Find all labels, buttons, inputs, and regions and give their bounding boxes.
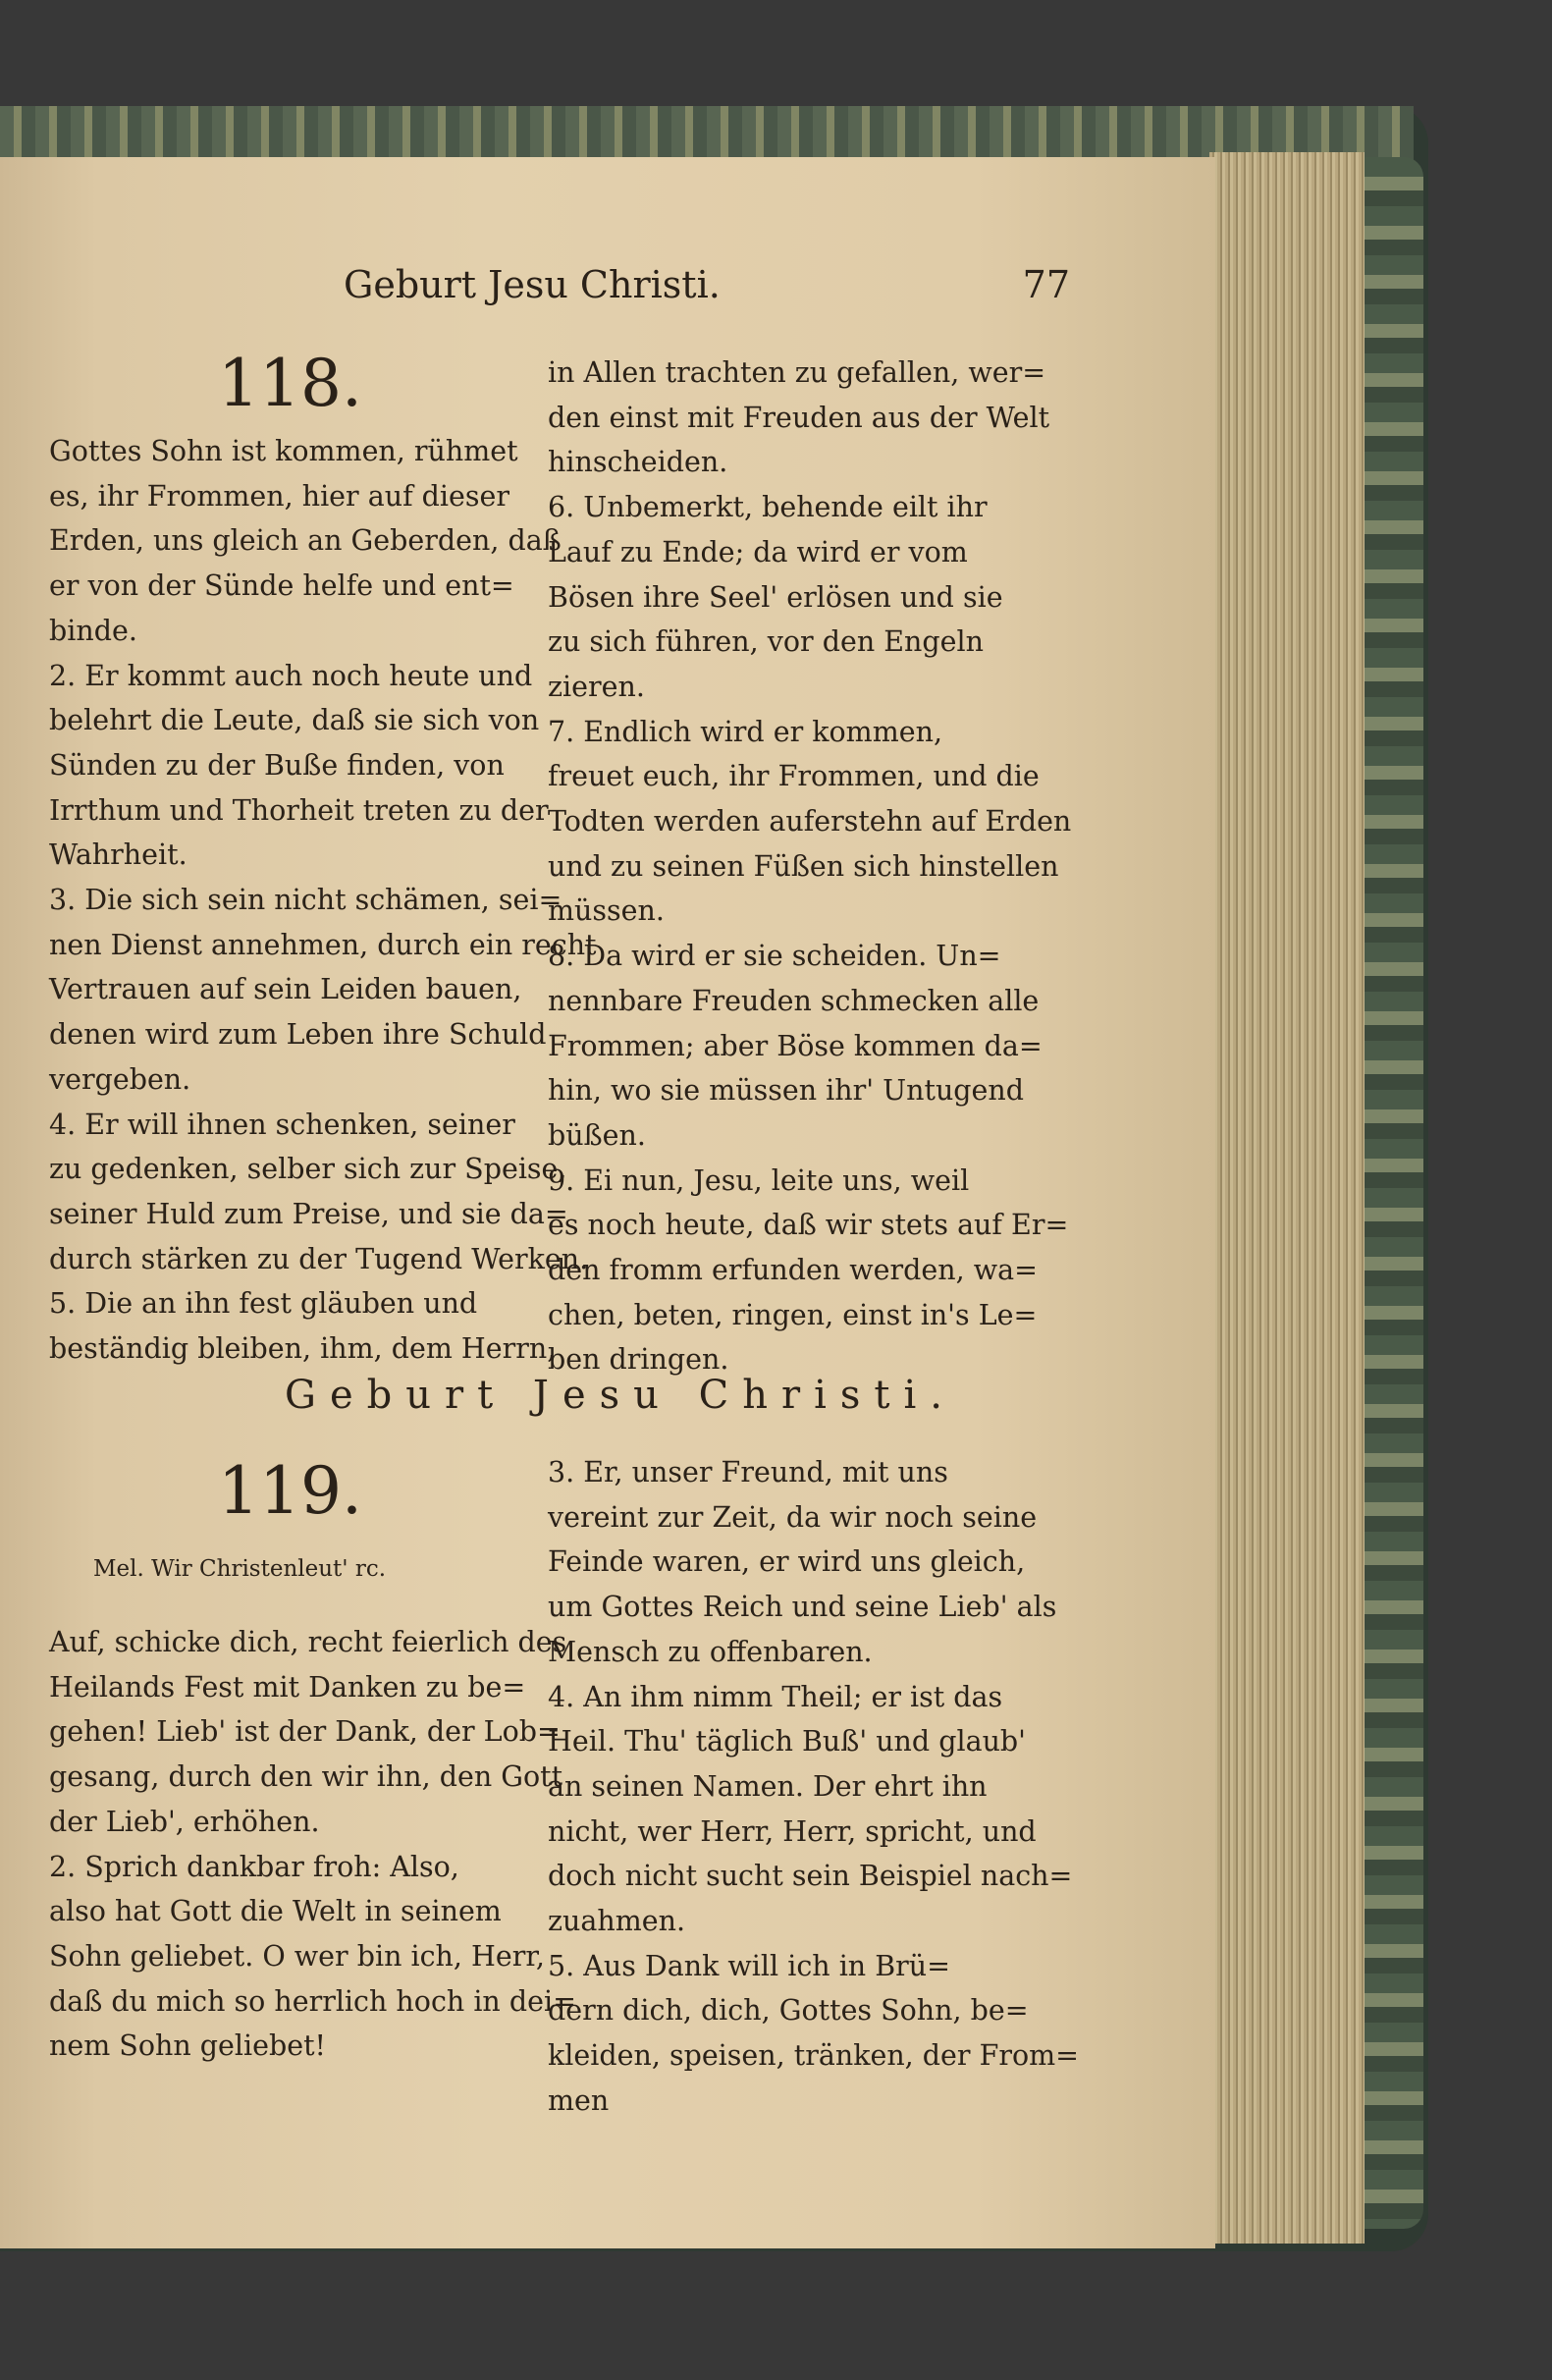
hymn-118-right-line: zieren. <box>548 670 645 703</box>
hymn-119-right-column <box>548 1450 1079 2124</box>
hymn-118-left-line: zu gedenken, selber sich zur Speise, <box>49 1153 567 1186</box>
hymn-118-right-line: und zu seinen Füßen sich hinstellen <box>548 849 1059 883</box>
hymn-118-number: 118. <box>218 346 362 421</box>
hymn-118-left-line: Wahrheit. <box>49 838 187 872</box>
hymn-119-left-line: daß du mich so herrlich hoch in dei= <box>49 1984 576 2018</box>
hymn-118-right-line: den fromm erfunden werden, wa= <box>548 1254 1038 1287</box>
hymn-118-right-line: 7. Endlich wird er kommen, <box>548 715 943 748</box>
hymn-118-right-line: in Allen trachten zu gefallen, wer= <box>548 356 1046 389</box>
hymn-119-left-line: Sohn geliebet. O wer bin ich, Herr, <box>49 1939 545 1973</box>
hymn-119-right-line: um Gottes Reich und seine Lieb' als <box>548 1591 1057 1624</box>
hymn-118-left-line: er von der Sünde helfe und ent= <box>49 569 514 603</box>
hymn-119-left-column <box>49 1620 576 2069</box>
hymn-119-left-line: gesang, durch den wir ihn, den Gott <box>49 1760 563 1794</box>
hymn-118-right-line: Todten werden auferstehn auf Erden <box>548 805 1072 838</box>
hymn-118-left-line: nen Dienst annehmen, durch ein recht <box>49 928 597 961</box>
melody-note: Mel. Wir Christenleut' rc. <box>93 1556 387 1582</box>
hymn-118-left-line: denen wird zum Leben ihre Schuld <box>49 1018 547 1052</box>
hymn-118-right-line: hin, wo sie müssen ihr' Untugend <box>548 1074 1025 1108</box>
hymn-118-left-line: 5. Die an ihn fest gläuben und <box>49 1287 478 1321</box>
hymn-118-right-line: freuet euch, ihr Frommen, und die <box>548 760 1040 793</box>
hymn-118-right-column <box>548 351 1071 1382</box>
running-header <box>344 263 1070 312</box>
hymn-118-left-line: Gottes Sohn ist kommen, rühmet <box>49 435 518 467</box>
hymn-118-left-line: 2. Er kommt auch noch heute und <box>49 659 533 692</box>
hymn-118-right-line: es noch heute, daß wir stets auf Er= <box>548 1209 1069 1242</box>
hymn-118-left-line: beständig bleiben, ihm, dem Herrn, <box>49 1332 557 1366</box>
hymn-119-right-line: vereint zur Zeit, da wir noch seine <box>548 1500 1038 1534</box>
hymn-118-right-line: ben dringen. <box>548 1343 729 1377</box>
hymn-118-right-line: nennbare Freuden schmecken alle <box>548 984 1040 1017</box>
hymn-118-right-line: zu sich führen, vor den Engeln <box>548 625 984 659</box>
hymn-119-left-line: 2. Sprich dankbar froh: Also, <box>49 1850 459 1883</box>
hymn-118-left-line: Irrthum und Thorheit treten zu der <box>49 793 549 827</box>
hymn-119-right-line: an seinen Namen. Der ehrt ihn <box>548 1769 988 1803</box>
hymn-119-right-line: Mensch zu offenbaren. <box>548 1635 873 1668</box>
hymn-119-right-line: dern dich, dich, Gottes Sohn, be= <box>548 1994 1029 2028</box>
page-edges <box>1209 152 1365 2244</box>
hymn-118-right-line: Frommen; aber Böse kommen da= <box>548 1029 1043 1062</box>
hymn-118-left-line: binde. <box>49 614 137 647</box>
hymn-118-right-line: 8. Da wird er sie scheiden. Un= <box>548 940 1001 973</box>
hymn-119-right-line: 5. Aus Dank will ich in Brü= <box>548 1949 951 1982</box>
hymn-119-right-line: kleiden, speisen, tränken, der From= <box>548 2039 1080 2073</box>
hymn-119-left-line: Auf, schicke dich, recht feierlich des <box>49 1626 567 1658</box>
hymn-118-left-line: Sünden zu der Buße finden, von <box>49 748 505 782</box>
page-number: 77 <box>1022 263 1070 306</box>
hymn-119-right-line: 4. An ihm nimm Theil; er ist das <box>548 1680 1003 1713</box>
hymn-118-left-line: es, ihr Frommen, hier auf dieser <box>49 479 510 513</box>
hymn-119-right-line: zuahmen. <box>548 1905 686 1938</box>
hymn-119-right-line: Feinde waren, er wird uns gleich, <box>548 1545 1026 1579</box>
hymn-118-right-line: müssen. <box>548 894 665 928</box>
book-spine-top <box>0 106 1414 160</box>
hymn-118-left-line: 3. Die sich sein nicht schämen, sei= <box>49 884 562 917</box>
section-heading: Geburt Jesu Christi. <box>285 1373 957 1418</box>
hymn-118-right-line: Bösen ihre Seel' erlösen und sie <box>548 580 1003 614</box>
hymn-118-right-line: 6. Unbemerkt, behende eilt ihr <box>548 491 988 524</box>
hymn-118-right-line: Lauf zu Ende; da wird er vom <box>548 535 968 568</box>
hymn-119-left-line: Heilands Fest mit Danken zu be= <box>49 1670 526 1704</box>
hymn-118-left-line: 4. Er will ihnen schenken, seiner <box>49 1108 515 1141</box>
hymn-118-left-line: durch stärken zu der Tugend Werken. <box>49 1242 589 1275</box>
hymn-118-left-line: Erden, uns gleich an Geberden, daß <box>49 524 562 558</box>
hymn-119-right-line: men <box>548 2083 610 2117</box>
hymn-119-left-line: der Lieb', erhöhen. <box>49 1805 320 1838</box>
hymn-118-left-line: belehrt die Leute, daß sie sich von <box>49 704 540 737</box>
hymn-119-number: 119. <box>218 1453 362 1529</box>
hymn-118-right-line: den einst mit Freuden aus der Welt <box>548 401 1050 434</box>
hymn-119-right-line: nicht, wer Herr, Herr, spricht, und <box>548 1814 1037 1848</box>
book-cover-edge <box>1365 157 1423 2229</box>
hymn-118-right-line: chen, beten, ringen, einst in's Le= <box>548 1298 1038 1331</box>
hymn-119-left-line: gehen! Lieb' ist der Dank, der Lob= <box>49 1715 561 1749</box>
hymn-119-left-line: also hat Gott die Welt in seinem <box>49 1895 502 1928</box>
hymn-119-left-line: nem Sohn geliebet! <box>49 2029 326 2063</box>
hymn-118-left-column <box>49 429 597 1372</box>
hymn-118-right-line: 9. Ei nun, Jesu, leite uns, weil <box>548 1163 970 1197</box>
hymn-118-left-line: vergeben. <box>49 1062 191 1096</box>
hymn-119-right-line: doch nicht sucht sein Beispiel nach= <box>548 1860 1073 1893</box>
hymn-119-right-line: Heil. Thu' täglich Buß' und glaub' <box>548 1725 1027 1758</box>
hymn-119-right-line: 3. Er, unser Freund, mit uns <box>548 1456 948 1488</box>
hymn-118-left-line: Vertrauen auf sein Leiden bauen, <box>49 973 522 1006</box>
hymn-118-left-line: seiner Huld zum Preise, und sie da= <box>49 1197 568 1230</box>
hymn-118-right-line: büßen. <box>548 1118 646 1152</box>
hymn-118-right-line: hinscheiden. <box>548 446 728 479</box>
header-title: Geburt Jesu Christi. <box>344 263 721 306</box>
